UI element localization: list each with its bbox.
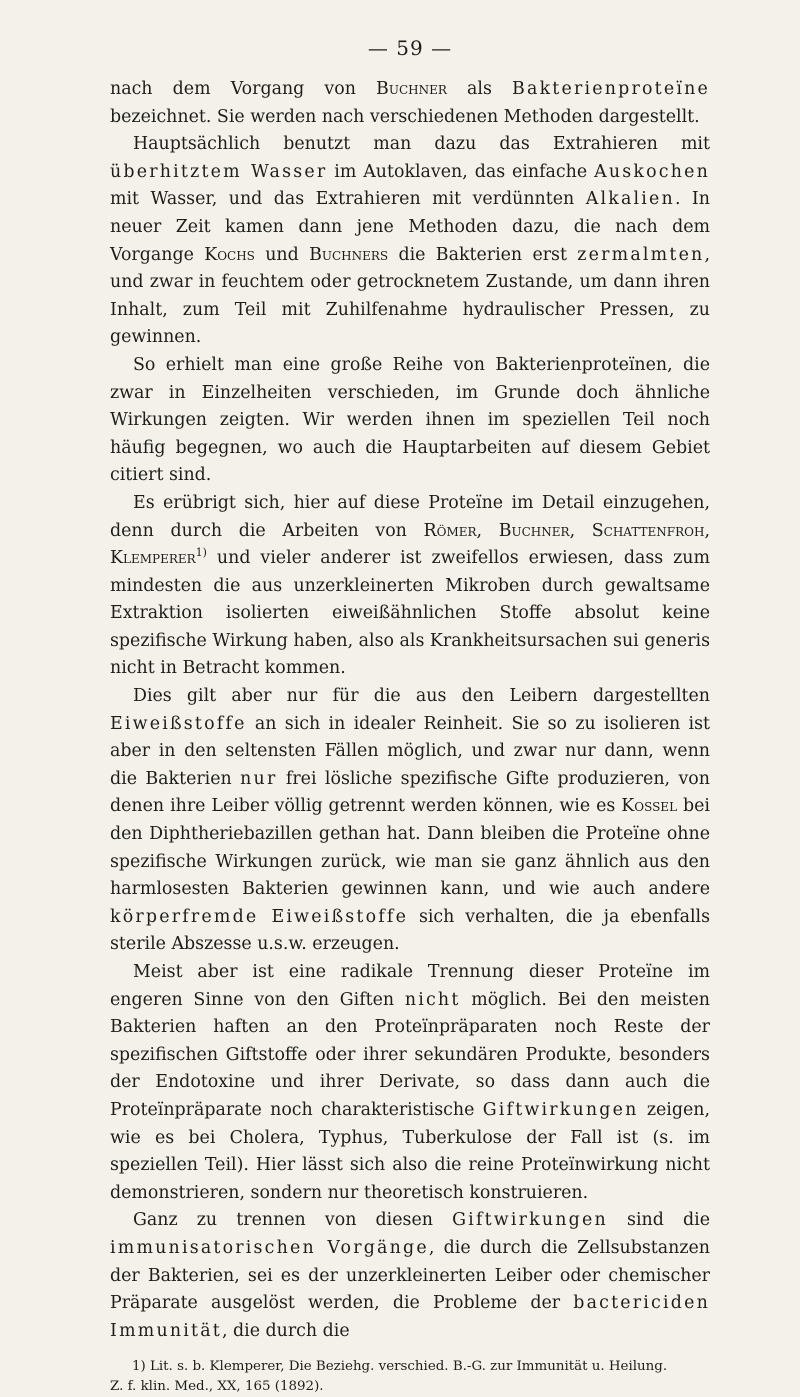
author-name: Buchner xyxy=(376,79,447,99)
emphasized-text: körperfremde Eiweißstoffe xyxy=(110,906,409,927)
text-run: im Autoklaven, das einfache xyxy=(327,161,595,182)
text-run: an sich in idealer Reinheit. Sie so zu isolieren ist aber in den seltensten Fällen möglich, und zwar nur dann, wenn die Bakterien xyxy=(110,713,710,789)
text-run: bezeichnet. Sie werden nach verschiedenen Methoden dargestellt. xyxy=(110,106,700,127)
footnote-line: 1) Lit. s. b. Klemperer, Die Beziehg. verschied. B.-G. zur Immunität u. Heilung. xyxy=(132,1359,668,1375)
author-name: Kochs xyxy=(204,244,255,265)
emphasized-text: überhitztem Wasser xyxy=(110,161,328,182)
emphasized-text: Alkalien xyxy=(585,189,675,210)
text-run: Ganz zu trennen von diesen xyxy=(133,1210,453,1231)
paragraph xyxy=(110,131,710,352)
footnote-line: Z. f. klin. Med., XX, 165 (1892). xyxy=(110,1379,324,1395)
emphasized-text: nur xyxy=(240,768,278,789)
author-name: Römer, Buchner, Schattenfroh, Klemperer xyxy=(110,520,711,569)
text-run: zeigen, wie es bei Cholera, Typhus, Tuberkulose der Fall ist (s. im speziellen Teil). Hier lässt sich also die reine Proteïnwirkung nicht demonstrieren, sondern nur theoretisch konstruieren. xyxy=(110,1099,711,1203)
emphasized-text: Bakterienproteïne xyxy=(512,79,710,99)
text-run: frei lösliche spezifische Gifte produzieren, von denen ihre Leiber völlig getrennt werden können, wie es xyxy=(110,768,710,817)
text-run: als xyxy=(446,79,513,99)
text-run: nach dem Vorgang von xyxy=(110,79,377,99)
text-run: sind die xyxy=(607,1210,710,1231)
emphasized-text: Eiweißstoffe xyxy=(110,713,247,734)
emphasized-text: zermalmten xyxy=(577,244,705,265)
paragraph xyxy=(110,490,710,683)
emphasized-text: Giftwirkungen xyxy=(452,1210,608,1231)
author-name: Kossel xyxy=(621,796,678,817)
text-run: und xyxy=(254,244,310,265)
footnote-marker: 1) xyxy=(195,546,207,560)
emphasized-text: Giftwirkungen xyxy=(482,1099,639,1120)
author-name: Buchners xyxy=(309,244,389,265)
paragraph xyxy=(110,959,710,1207)
text-run: , die durch die Zellsubstanzen der Bakterien, sei es der unzerkleinerten Leiber oder chemischer Präparate ausgelöst werden, die Probleme der xyxy=(110,1237,710,1314)
paragraph xyxy=(110,683,710,959)
text-run: möglich. Bei den meisten Bakterien haften an den Proteïnpräparaten noch Reste der spezifischen Giftstoffe oder ihrer sekundären Produkte, besonders der Endotoxine und ihrer Derivate, so dass dann auch die Proteïnpräparate noch charakteristische xyxy=(110,989,710,1120)
text-run: . In neuer Zeit kamen dann jene Methoden dazu, die nach dem Vorgange xyxy=(110,189,710,265)
paragraph xyxy=(110,1207,710,1345)
text-run: Hauptsächlich benutzt man dazu das Extrahieren mit xyxy=(133,134,710,155)
page-number: — 59 — xyxy=(367,36,453,60)
paragraph xyxy=(110,352,710,490)
emphasized-text: bactericiden Immunität xyxy=(110,1293,710,1341)
text-run: , die durch die xyxy=(221,1320,350,1341)
paragraph xyxy=(110,76,710,131)
emphasized-text: immunisatorischen Vorgänge xyxy=(110,1237,429,1258)
text-run: Es erübrigt sich, hier auf diese Proteïne im Detail einzugehen, denn durch die Arbeiten von xyxy=(110,492,710,541)
emphasized-text: nicht xyxy=(404,989,461,1010)
footnotes xyxy=(110,1357,710,1397)
text-run: So erhielt man eine große Reihe von Bakterienproteïnen, die zwar in Einzelheiten verschieden, im Grunde doch ähnliche Wirkungen zeigten. Wir werden ihnen im speziellen Teil noch häufig begegnen, wo auch die Hauptarbeiten auf diesem Gebiet citiert sind. xyxy=(110,354,710,486)
text-run: mit Wasser, und das Extrahieren mit verdünnten xyxy=(110,189,586,210)
emphasized-text: Auskochen xyxy=(594,161,710,182)
text-run: bei den Diphtheriebazillen gethan hat. Dann bleiben die Proteïne ohne spezifische Wirkungen zurück, wie man sie ganz ähnlich aus den harmlosesten Bakterien gewinnen kann, und wie auch andere xyxy=(110,796,710,900)
text-run: Meist aber ist eine radikale Trennung dieser Proteïne im engeren Sinne von den Giften xyxy=(110,962,710,1010)
text-run: sich verhalten, die ja ebenfalls sterile Abszesse u.s.w. erzeugen. xyxy=(110,906,710,955)
text-run: Dies gilt aber nur für die aus den Leibern dargestellten xyxy=(133,686,710,707)
text-run: und vieler anderer ist zweifellos erwiesen, dass zum mindesten die aus unzerkleinerten Mikroben durch gewaltsame Extraktion isolierten eiweißähnlichen Stoffe absolut keine spezifische Wirkung haben, also als Krankheitsursachen sui generis nicht in Betracht kommen. xyxy=(110,548,710,679)
text-run: die Bakterien erst xyxy=(388,244,578,265)
body-text xyxy=(110,76,710,1345)
text-run: , und zwar in feuchtem oder getrocknetem Zustande, um dann ihren Inhalt, zum Teil mit Zuhilfenahme hydraulischer Pressen, zu gewinnen. xyxy=(110,244,710,348)
